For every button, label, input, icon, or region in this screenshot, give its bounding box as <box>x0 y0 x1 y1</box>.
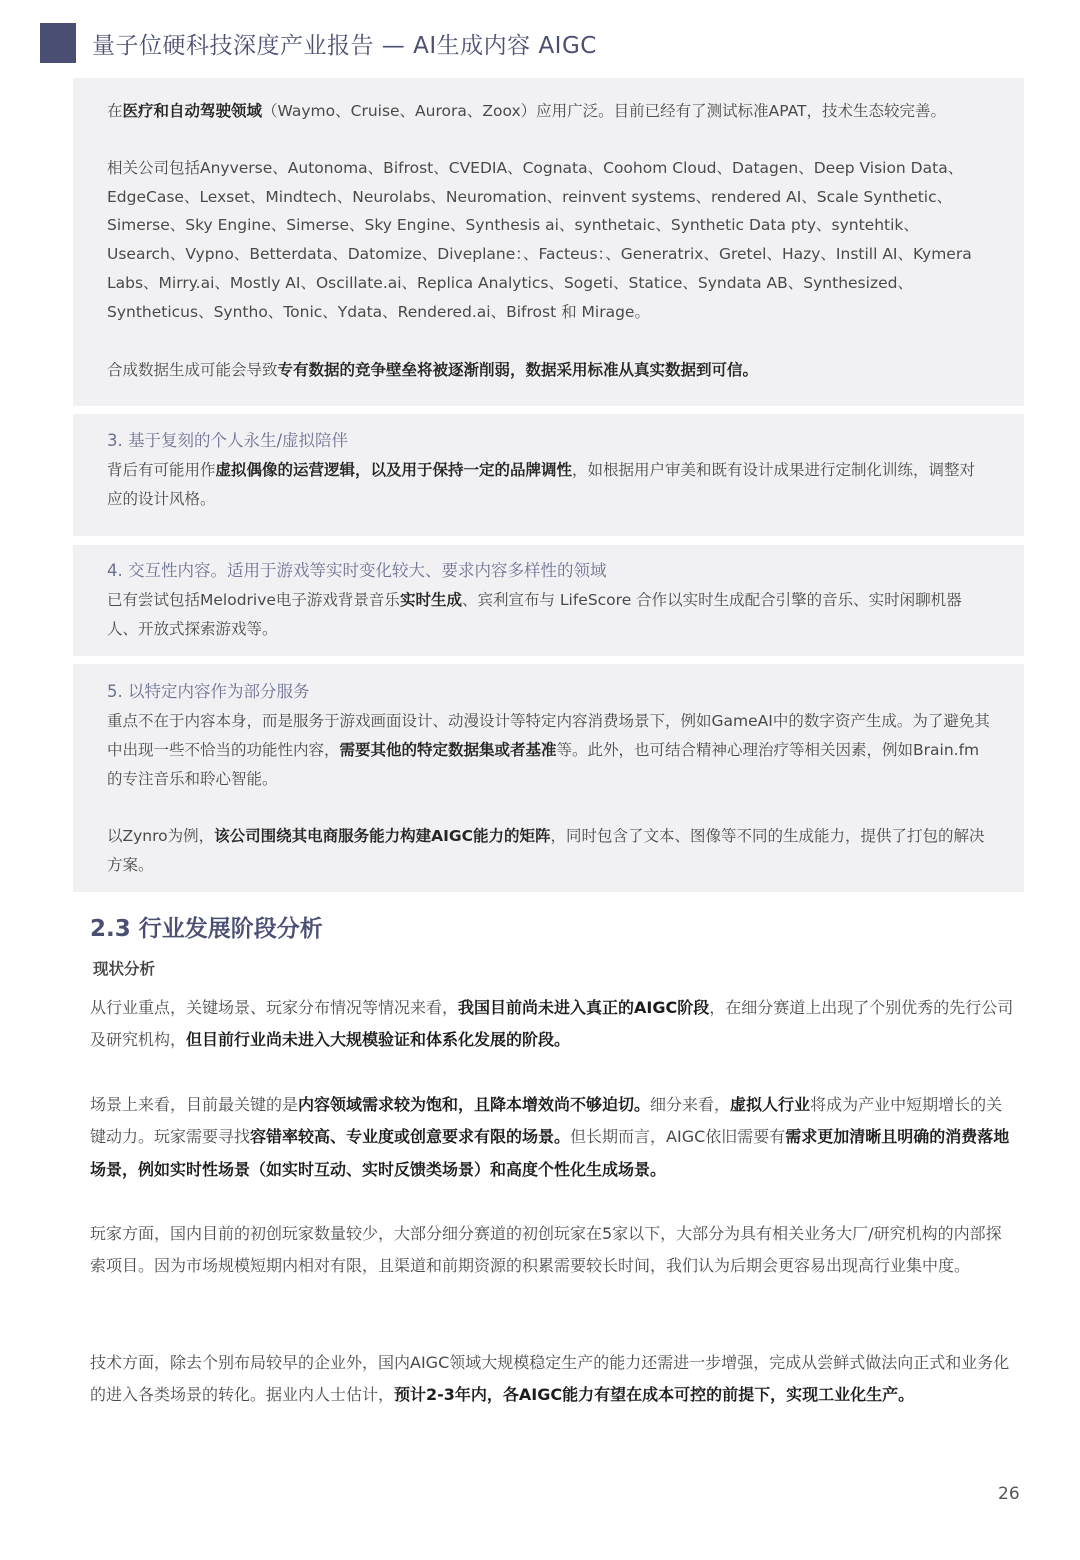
emphasis-text: 医疗和自动驾驶领域 <box>122 102 263 120</box>
section-title: 2.3 行业发展阶段分析 <box>90 916 323 942</box>
panel-virtual-companion <box>73 414 1024 536</box>
emphasis-text: 容错率较高、专业度或创意要求有限的场景。 <box>250 1127 571 1147</box>
text-run: 合成数据生成可能会导致 <box>107 360 278 379</box>
emphasis-text: 我国目前尚未进入真正的AIGC阶段 <box>458 998 710 1017</box>
header-accent-block <box>40 23 76 63</box>
section-subtitle: 现状分析 <box>93 960 156 978</box>
panel1-para3 <box>107 356 990 385</box>
text-run: ，如根据用户审美和既有设计成果进行定制化训练，调整对应的设计风格。 <box>107 461 976 508</box>
panel2-heading: 3. 基于复刻的个人永生/虚拟陪伴 <box>107 431 349 450</box>
panel-interactive-content <box>73 545 1024 656</box>
panel3-body <box>107 586 990 644</box>
emphasis-text: 该公司围绕其电商服务能力构建AIGC能力的矩阵 <box>214 827 551 846</box>
text-run: 以Zynro为例， <box>107 827 215 846</box>
body-para-1 <box>90 992 1015 1057</box>
emphasis-text: 专有数据的竞争壁垒将被逐渐削弱，数据采用标准从真实数据到可信。 <box>277 360 759 379</box>
emphasis-text: 内容领域需求较为饱和，且降本增效尚不够迫切。 <box>298 1095 651 1114</box>
panel4-body1 <box>107 707 990 793</box>
text-run: ，同时包含了文本、图像等不同的生成能力，提供了打包的解决方案。 <box>107 827 985 875</box>
emphasis-text: 虚拟偶像的运营逻辑，以及用于保持一定的品牌调性 <box>215 461 573 479</box>
panel1-para1 <box>107 97 990 126</box>
header-title: 量子位硬科技深度产业报告 — AI生成内容 AIGC <box>92 32 597 59</box>
emphasis-text: 但目前行业尚未进入大规模验证和体系化发展的阶段。 <box>186 1030 571 1050</box>
body-para-4 <box>90 1347 1015 1412</box>
panel4-body2 <box>107 822 990 880</box>
text-run: 等。此外，也可结合精神心理治疗等相关因素，例如Brain.fm的专注音乐和聆心智能。 <box>107 740 980 788</box>
panel2-body <box>107 456 990 514</box>
body-para-3 <box>90 1218 1015 1283</box>
panel4-heading: 5. 以特定内容作为部分服务 <box>107 682 310 701</box>
emphasis-text: 预计2-3年内，各AIGC能力有望在成本可控的前提下，实现工业化生产。 <box>394 1385 915 1405</box>
text-run: 玩家方面，国内目前的初创玩家数量较少，大部分细分赛道的初创玩家在5家以下，大部分为具有相关业务大厂/研究机构的内部探索项目。因为市场规模短期内相对有限，且渠道和前期资源的积累需要较长时间，我们认为后期会更容易出现高行业集中度。 <box>90 1224 1002 1276</box>
text-run: 但长期而言，AIGC依旧需要有 <box>570 1127 786 1147</box>
text-run: 细分来看， <box>650 1095 731 1114</box>
text-run: 在 <box>107 102 123 120</box>
panel1-company-list: 相关公司包括Anyverse、Autonoma、Bifrost、CVEDIA、Cognata、Coohom Cloud、Datagen、Deep Vision Data、EdgeCase、Lexset、Mindtech、Neurolabs、Neuromation、reinvent systems、rendered AI、Scale Synthetic、Simerse、Sky Engine、Simerse、Sky Engine、Synthesis ai、synthetaic、Synthetic Data pty、syntehtik、Usearch、Vypno、Betterdata、Datomize、Diveplane：、Facteus：、Generatrix、Gretel、Hazy、Instill AI、Kymera Labs、Mirry.ai、Mostly AI、Oscillate.ai、Replica Analytics、Sogeti、Statice、Syndata AB、Synthesized、Syntheticus、Syntho、Tonic、Ydata、Rendered.ai、Bifrost 和 Mirage。 <box>107 158 972 321</box>
panel-synthetic-data <box>73 78 1024 406</box>
text-run: 技术方面，除去个别布局较早的企业外，国内AIGC领域大规模稳定生产的能力还需进一步增强，完成从尝鲜式做法向正式和业务化的进入各类场景的转化。据业内人士估计， <box>90 1353 1010 1405</box>
text-run: （Waymo、Cruise、Aurora、Zoox）应用广泛。目前已经有了测试标准APAT，技术生态较完善。 <box>262 102 946 120</box>
page-number: 26 <box>998 1484 1020 1504</box>
text-run: 、宾利宣布与 LifeScore 合作以实时生成配合引擎的音乐、实时闲聊机器人、开放式探索游戏等。 <box>107 591 962 638</box>
panel3-heading: 4. 交互性内容。适用于游戏等实时变化较大、要求内容多样性的领域 <box>107 561 607 580</box>
emphasis-text: 实时生成 <box>399 591 462 609</box>
emphasis-text: 需要其他的特定数据集或者基准 <box>339 740 557 759</box>
page-header <box>40 22 597 64</box>
emphasis-text: 虚拟人行业 <box>730 1095 811 1114</box>
text-run: 已有尝试包括Melodrive电子游戏背景音乐 <box>107 591 400 609</box>
emphasis-text: 需求更加清晰且明确的消费落地场景，例如实时性场景（如实时互动、实时反馈类场景）和高度个性化生成场景。 <box>90 1127 1010 1179</box>
text-run: 背后有可能用作 <box>107 461 216 479</box>
body-para-2 <box>90 1089 1015 1186</box>
text-run: ，在细分赛道上出现了个别优秀的先行公司及研究机构， <box>90 998 1014 1050</box>
text-run: 场景上来看，目前最关键的是 <box>90 1095 299 1114</box>
text-run: 从行业重点，关键场景、玩家分布情况等情况来看， <box>90 998 459 1017</box>
text-run: 将成为产业中短期增长的关键动力。玩家需要寻找 <box>90 1095 1003 1147</box>
panel-partial-service <box>73 664 1024 892</box>
text-run: 重点不在于内容本身，而是服务于游戏画面设计、动漫设计等特定内容消费场景下，例如GameAI中的数字资产生成。为了避免其中出现一些不恰当的功能性内容， <box>107 712 990 759</box>
